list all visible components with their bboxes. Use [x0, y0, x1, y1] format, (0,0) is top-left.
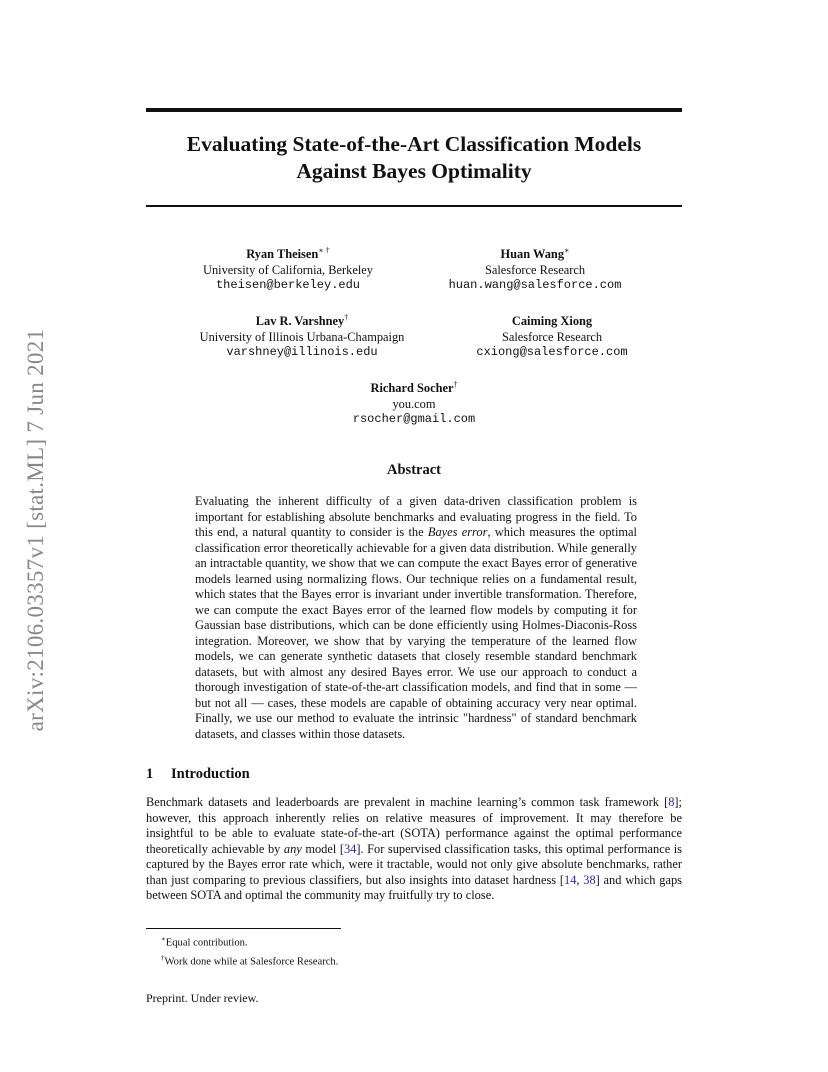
section-number: 1	[146, 766, 154, 782]
author-email[interactable]: rsocher@gmail.com	[352, 412, 476, 427]
author-affiliation: Salesforce Research	[501, 329, 603, 344]
footnote-rule	[146, 928, 341, 929]
intro-text-part: model [	[301, 841, 344, 856]
author-block-4	[402, 310, 702, 361]
section-heading-introduction	[146, 766, 250, 783]
author-name: Ryan Theisen	[246, 247, 319, 262]
footnote-mark: †	[161, 953, 165, 962]
footnotes	[161, 932, 338, 969]
section-title: Introduction	[171, 766, 250, 782]
abstract-text-part: Evaluating the inherent difficulty of a given data-driven classification problem is important for establishing absolute benchmarks and evaluating progress in the field. To this end, a natural quantity to consider is the	[195, 494, 637, 539]
abstract-emphasis: Bayes error	[427, 525, 488, 539]
author-affiliation: University of California, Berkeley	[203, 262, 373, 277]
abstract-heading: Abstract	[387, 462, 441, 478]
intro-text-part: ] and which gaps between SOTA and optimal the community may fruitfully try to close.	[146, 872, 682, 902]
author-email[interactable]: varshney@illinois.edu	[226, 345, 378, 360]
abstract-text-part: , which measures the optimal classification error theoretically achievable for a given data distribution. While generally an intractable quantity, we show that we can compute the exact Bayes error of generative models learned using normalizing flows. Our technique relies on a fundamental result, which states that the Bayes error is invariant under invertible transformation. Therefore, we can compute the exact Bayes error of the learned flow models by computing it for Gaussian base distributions, which can be done efficiently using Holmes-Diaconis-Ross integration. Moreover, we show that by varying the temperature of the learned flow models, we can generate synthetic datasets that closely resemble standard benchmark datasets, but with almost any desired Bayes error. We use our approach to conduct a thorough investigation of state-of-the-art classification models, and find that in some — but not all — cases, these models are capable of obtaining accuracy very near optimal. Finally, we use our method to evaluate the intrinsic "hardness" of standard benchmark datasets, and classes within those datasets.	[195, 525, 637, 741]
intro-text-part: Benchmark datasets and leaderboards are prevalent in machine learning’s common task framework [	[146, 795, 669, 809]
title-line-2: Against Bayes Optimality	[296, 159, 532, 183]
abstract-text	[195, 494, 637, 742]
introduction-paragraph	[146, 795, 682, 904]
footnote-text: Equal contribution.	[165, 937, 248, 949]
footnote-2	[161, 951, 338, 970]
intro-text-part: ]; however, this approach inherently relies on relative measures of improvement. It may therefore be insightful to be able to evaluate state-of-the-art (SOTA) performance against the optimal performance theoretically achievable by	[146, 795, 682, 856]
footnote-text: Work done while at Salesforce Research.	[164, 956, 339, 968]
author-email[interactable]: huan.wang@salesforce.com	[448, 278, 622, 293]
author-name: Caiming Xiong	[511, 314, 593, 329]
intro-emphasis: any	[283, 841, 302, 856]
title-rule-bottom	[146, 205, 682, 207]
preprint-note: Preprint. Under review.	[146, 991, 259, 1005]
intro-text-part: ,	[576, 872, 584, 887]
title-rule-top	[146, 108, 682, 112]
author-block-2	[385, 243, 685, 294]
author-affiliation: you.com	[392, 396, 436, 411]
author-email[interactable]: theisen@berkeley.edu	[215, 278, 361, 293]
footnote-1	[161, 932, 338, 951]
citation-link[interactable]: 38	[583, 872, 596, 887]
author-name: Richard Socher	[370, 381, 454, 396]
citation-link[interactable]: 14	[564, 872, 577, 887]
citation-link[interactable]: 8	[668, 795, 675, 809]
paper-title	[146, 131, 682, 185]
footnote-mark: ∗	[161, 935, 166, 943]
author-marks: ∗ †	[318, 246, 330, 255]
author-name: Huan Wang	[500, 247, 565, 262]
author-marks: †	[344, 313, 349, 322]
author-marks: ∗	[564, 246, 570, 255]
arxiv-identifier-stamp: arXiv:2106.03357v1 [stat.ML] 7 Jun 2021	[23, 328, 48, 732]
author-affiliation: Salesforce Research	[484, 262, 586, 277]
author-affiliation: University of Illinois Urbana-Champaign	[199, 329, 405, 344]
title-line-1: Evaluating State-of-the-Art Classification Models	[186, 132, 642, 156]
author-name: Lav R. Varshney	[255, 314, 345, 329]
author-marks: †	[453, 380, 458, 389]
author-email[interactable]: cxiong@salesforce.com	[476, 345, 628, 360]
intro-text-part: ]. For supervised classification tasks, this optimal performance is captured by the Bayes error rate which, were it tractable, would not only give absolute benchmarks, rather than just comparing to previous classifiers, but also insights into dataset hardness [	[146, 841, 682, 887]
author-block-5	[264, 377, 564, 428]
citation-link[interactable]: 34	[343, 841, 357, 856]
